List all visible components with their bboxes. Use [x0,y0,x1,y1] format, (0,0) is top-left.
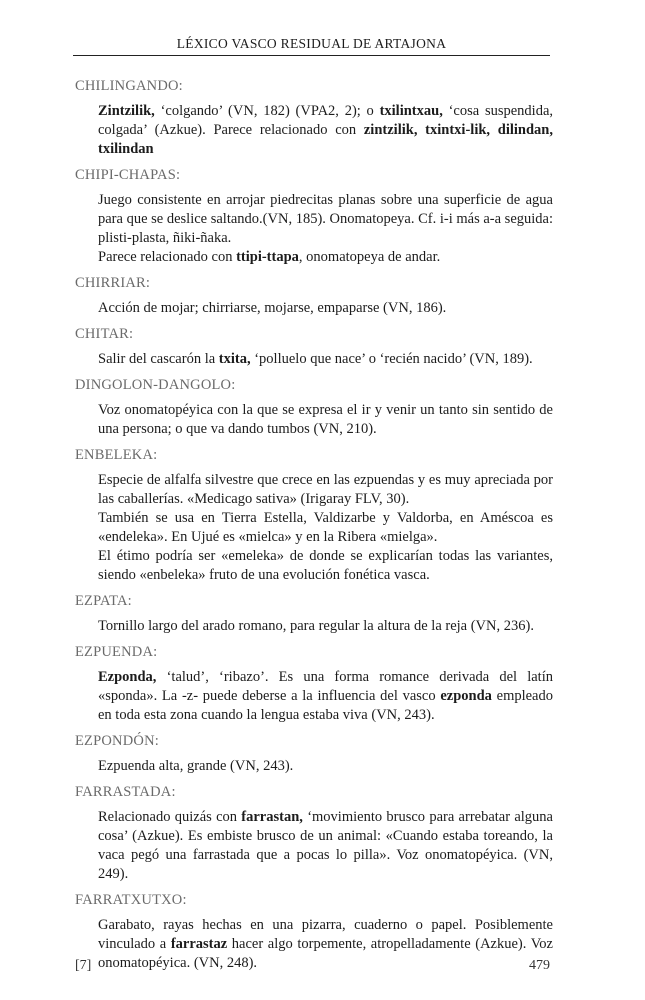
text-run: El étimo podría ser «emeleka» de donde se explicarían todas las variantes, siendo «enbeleka» fruto de una evolución fonética vasca. [98,548,553,583]
text-run: ‘polluelo que nace’ o ‘recién nacido’ (VN, 189). [250,351,533,367]
text-run: Parece relacionado con [98,249,237,265]
glossary-entry [75,274,553,318]
entry-definition [98,350,553,369]
bold-term: txita, [218,351,251,367]
entry-definition [98,757,553,776]
entry-term: CHILINGANDO: [75,78,183,94]
text-run: Salir del cascarón la [98,351,219,367]
text-run: Acción de mojar; chirriarse, mojarse, empaparse (VN, 186). [98,300,447,316]
entry-term: CHITAR: [75,326,134,342]
text-run: Especie de alfalfa silvestre que crece en las ezpuendas y es muy apreciada por las caballerías. «Medicago sativa» (Irigaray FLV, 30). [98,472,553,507]
definition-paragraph [98,350,553,369]
entry-term: CHIRRIAR: [75,275,151,291]
entry-term: EZPONDÓN: [75,733,159,749]
entry-term: ENBELEKA: [75,447,158,463]
definition-paragraph [98,547,553,585]
bold-term: ezponda [440,688,492,704]
running-header: LÉXICO VASCO RESIDUAL DE ARTAJONA [73,36,550,56]
text-run: También se usa en Tierra Estella, Valdizarbe y Valdorba, en Améscoa es «endeleka». En Ujué es «mielca» y en la Ribera «mielga». [98,510,553,545]
glossary-entry [75,376,553,439]
page-number: 479 [529,958,550,973]
entry-definition [98,668,553,725]
definition-paragraph [98,668,553,725]
bold-term: Zintzilik, [98,103,155,119]
text-run: ‘colgando’ (VN, 182) (VPA2, 2); o [154,103,380,119]
definition-paragraph [98,191,553,248]
bold-term: farrastan, [241,809,303,825]
glossary-entry [75,77,553,159]
definition-paragraph [98,248,553,267]
glossary-entry [75,446,553,585]
definition-paragraph [98,808,553,884]
entry-definition [98,617,553,636]
definition-paragraph [98,102,553,159]
bold-term: zintzilik, txintxi-lik, dilindan, txilindan [98,122,553,157]
entry-definition [98,102,553,159]
glossary-entry [75,643,553,725]
bold-term: farrastaz [170,936,228,952]
glossary-entry [75,732,553,776]
text-run: Relacionado quizás con [98,809,242,825]
definition-paragraph [98,617,553,636]
glossary-entry [75,166,553,267]
text-run: , onomatopeya de andar. [298,249,441,265]
entry-term: DINGOLON-DANGOLO: [75,377,236,393]
text-run: ‘cosa suspendida, colgada’ (Azkue). Parece relacionado con [98,103,553,138]
glossary-entry [75,891,553,973]
definition-paragraph [98,509,553,547]
definition-paragraph [98,916,553,973]
entry-term: EZPATA: [75,593,132,609]
entry-term: FARRASTADA: [75,784,176,800]
entry-term: FARRATXUTXO: [75,892,187,908]
glossary-body [75,77,553,980]
entry-definition [98,401,553,439]
entry-term: EZPUENDA: [75,644,158,660]
text-run: Voz onomatopéyica con la que se expresa el ir y venir un tanto sin sentido de una persona; o que va dando tumbos (VN, 210). [98,402,553,437]
text-run: Ezpuenda alta, grande (VN, 243). [98,758,294,774]
glossary-entry [75,592,553,636]
definition-paragraph [98,299,553,318]
section-marker: [7] [75,958,92,973]
text-run: Garabato, rayas hechas en una pizarra, cuaderno o papel. Posiblemente vinculado a [98,917,553,952]
entry-definition [98,916,553,973]
entry-definition [98,808,553,884]
definition-paragraph [98,471,553,509]
text-run: Tornillo largo del arado romano, para regular la altura de la reja (VN, 236). [98,618,534,634]
glossary-entry [75,783,553,884]
text-run: empleado en toda esta zona cuando la lengua estaba viva (VN, 243). [98,688,553,723]
text-run: ‘talud’, ‘ribazo’. Es una forma romance derivada del latín «sponda». La -z- puede deberse a la influencia del vasco [98,669,553,704]
definition-paragraph [98,401,553,439]
entry-term: CHIPI-CHAPAS: [75,167,181,183]
text-run: Juego consistente en arrojar piedrecitas planas sobre una superficie de agua para que se deslice saltando.(VN, 185). Onomatopeya. Cf. i-i más a-a seguida: plisti-plasta, ñiki-ñaka. [98,192,553,246]
bold-term: txilintxau, [379,103,443,119]
glossary-entry [75,325,553,369]
text-run: hacer algo torpemente, atropelladamente (Azkue). Voz onomatopéyica. (VN, 248). [98,936,553,971]
entry-definition [98,299,553,318]
text-run: ‘movimiento brusco para arrebatar alguna cosa’ (Azkue). Es embiste brusco de un animal: «Cuando estaba toreando, la vaca pegó una farrastada que a pocas lo pilla». Voz onomatopéyica. (VN, 249). [98,809,553,882]
definition-paragraph [98,757,553,776]
bold-term: Ezponda, [98,669,157,685]
entry-definition [98,191,553,267]
entry-definition [98,471,553,585]
bold-term: ttipi-ttapa [236,249,299,265]
